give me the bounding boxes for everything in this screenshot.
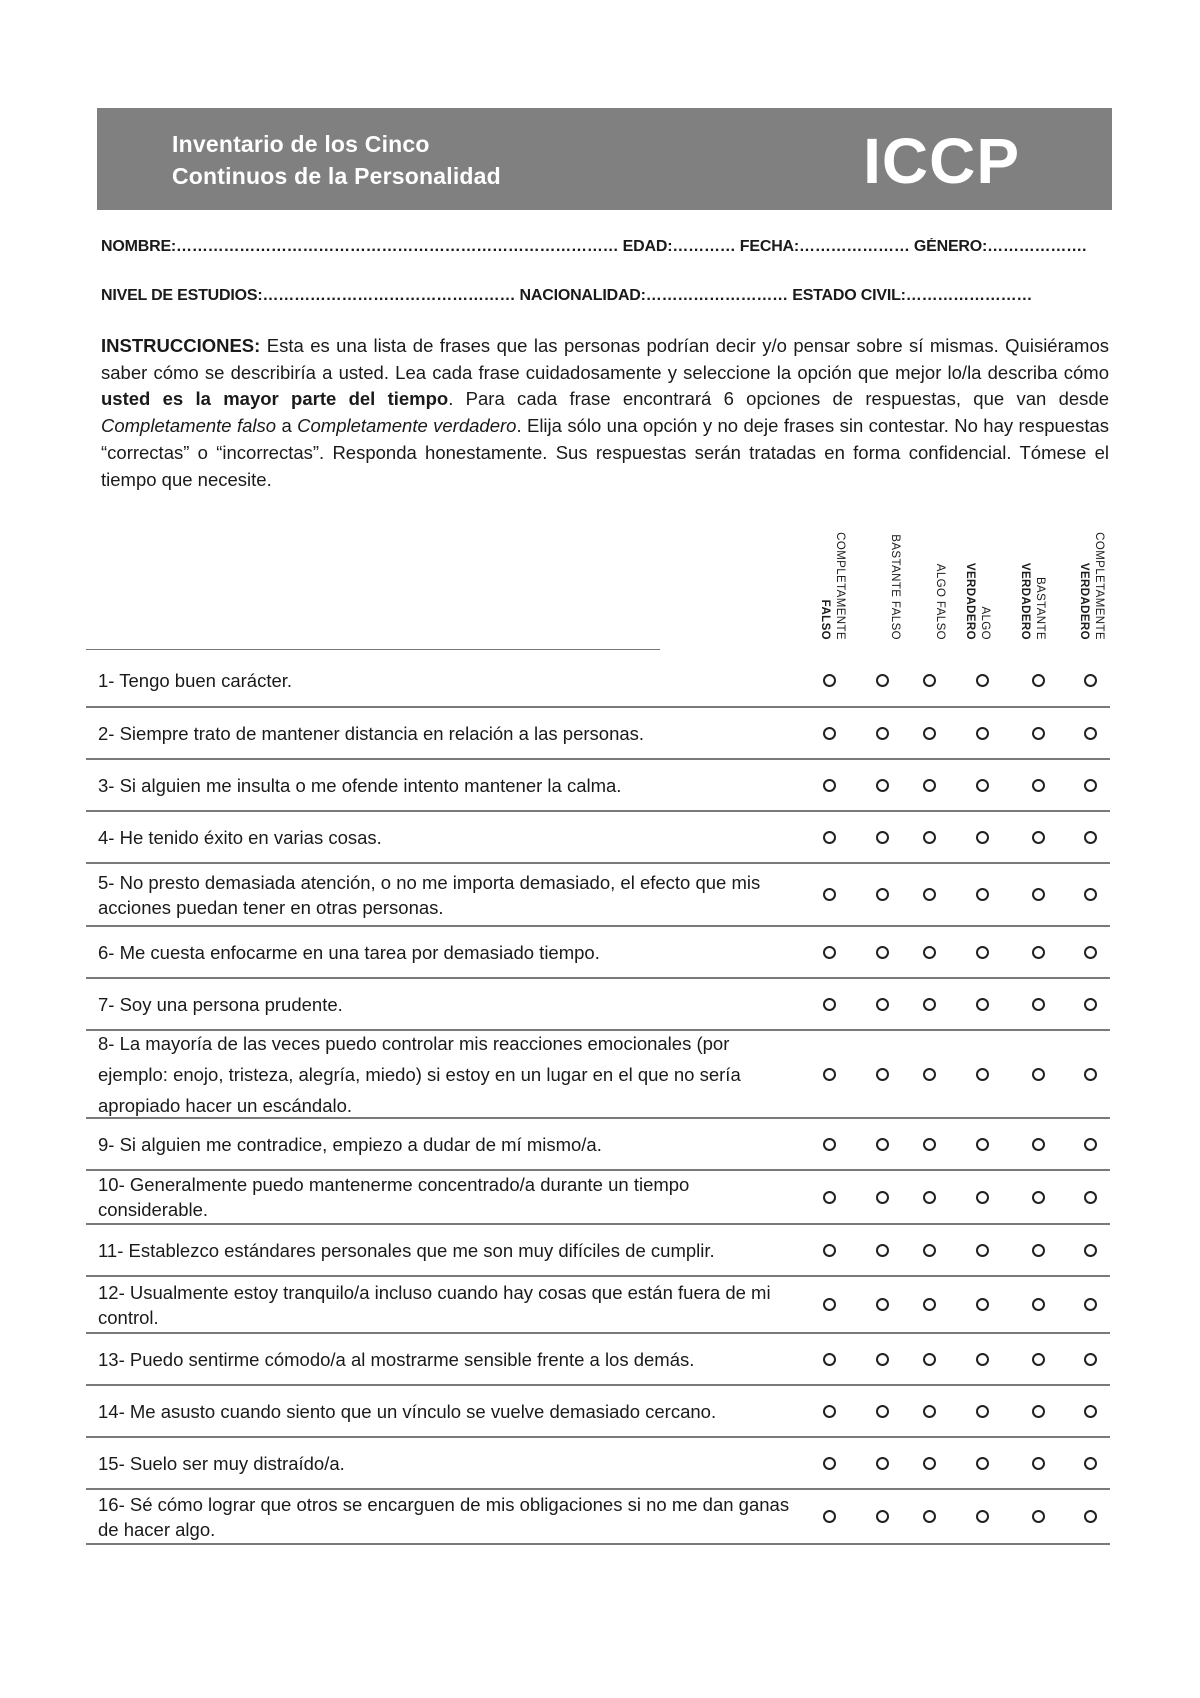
response-option-6-radio[interactable] [1084, 998, 1097, 1011]
response-option-6-radio[interactable] [1084, 1405, 1097, 1418]
question-row-15 [86, 1438, 1110, 1490]
response-option-6-radio[interactable] [1084, 779, 1097, 792]
response-option-4-radio[interactable] [976, 1457, 989, 1470]
response-option-5-radio[interactable] [1032, 1405, 1045, 1418]
question-text: 10- Generalmente puedo mantenerme concentrado/a durante un tiempo considerable. [98, 1174, 690, 1220]
question-text: 11- Establezco estándares personales que me son muy difíciles de cumplir. [98, 1239, 715, 1261]
response-option-4-radio[interactable] [976, 1191, 989, 1204]
column-header-2 [862, 510, 902, 640]
response-option-1-radio[interactable] [823, 1191, 836, 1204]
response-option-5-radio[interactable] [1032, 727, 1045, 740]
response-option-2-radio[interactable] [876, 1138, 889, 1151]
question-text: 5- No presto demasiada atención, o no me importa demasiado, el efecto que mis acciones puedan tener en otras personas. [98, 871, 761, 918]
response-option-2-radio[interactable] [876, 1457, 889, 1470]
questionnaire-items [86, 654, 1110, 1545]
response-option-2-radio[interactable] [876, 1405, 889, 1418]
question-text: 4- He tenido éxito en varias cosas. [98, 826, 382, 848]
response-option-5-radio[interactable] [1032, 1191, 1045, 1204]
column-header-1 [807, 510, 847, 640]
form-header [97, 108, 1112, 210]
response-option-3-radio[interactable] [923, 1405, 936, 1418]
response-option-2-radio[interactable] [876, 1353, 889, 1366]
question-row-7 [86, 979, 1110, 1031]
response-option-2-radio[interactable] [876, 1244, 889, 1257]
personal-fields-2: NIVEL DE ESTUDIOS:………………………………………… NACIONALIDAD:……………………… ESTADO CIVIL:…………………… [101, 287, 1033, 304]
response-option-2-radio[interactable] [876, 674, 889, 687]
header-divider [86, 649, 660, 650]
response-option-3-radio[interactable] [923, 888, 936, 901]
instructions-bold-1: usted es la mayor parte del tiempo [101, 388, 449, 410]
response-option-5-radio[interactable] [1032, 1298, 1045, 1311]
response-option-4-radio[interactable] [976, 727, 989, 740]
column-header-line1: ALGO [979, 606, 991, 640]
response-option-1-radio[interactable] [823, 1138, 836, 1151]
response-option-1-radio[interactable] [823, 1068, 836, 1081]
response-option-5-radio[interactable] [1032, 831, 1045, 844]
response-option-2-radio[interactable] [876, 888, 889, 901]
response-option-3-radio[interactable] [923, 1068, 936, 1081]
response-option-6-radio[interactable] [1084, 1353, 1097, 1366]
column-header-line2: VERDADERO [1019, 562, 1031, 640]
question-text: 14- Me asusto cuando siento que un vínculo se vuelve demasiado cercano. [98, 1400, 717, 1422]
response-option-1-radio[interactable] [823, 1457, 836, 1470]
instructions [101, 333, 1109, 493]
column-header-line2: VERDADERO [964, 562, 976, 640]
response-option-4-radio[interactable] [976, 674, 989, 687]
column-header-3 [907, 510, 947, 640]
form-title-line1: Inventario de los Cinco [172, 131, 430, 157]
response-option-4-radio[interactable] [976, 1405, 989, 1418]
question-text: 6- Me cuesta enfocarme en una tarea por demasiado tiempo. [98, 941, 600, 963]
response-option-5-radio[interactable] [1032, 779, 1045, 792]
response-option-6-radio[interactable] [1084, 831, 1097, 844]
response-option-6-radio[interactable] [1084, 1244, 1097, 1257]
column-header-6 [1066, 510, 1106, 640]
response-option-2-radio[interactable] [876, 1191, 889, 1204]
response-option-5-radio[interactable] [1032, 1244, 1045, 1257]
column-header-line1: COMPLETAMENTE [834, 532, 846, 640]
column-header-line2: VERDADERO [1078, 562, 1090, 640]
response-option-6-radio[interactable] [1084, 1068, 1097, 1081]
response-option-5-radio[interactable] [1032, 1457, 1045, 1470]
response-option-1-radio[interactable] [823, 1405, 836, 1418]
question-row-6 [86, 927, 1110, 979]
response-option-6-radio[interactable] [1084, 674, 1097, 687]
personal-data-line-2 [101, 287, 1111, 305]
response-option-3-radio[interactable] [923, 674, 936, 687]
question-row-1 [86, 654, 1110, 708]
response-option-2-radio[interactable] [876, 727, 889, 740]
question-text: 8- La mayoría de las veces puedo controlar mis reacciones emocionales (por ejemplo: enojo, tristeza, alegría, miedo) si estoy en un lugar en el que no sería apropiado hacer un escándalo. [98, 1032, 741, 1116]
response-option-4-radio[interactable] [976, 946, 989, 959]
instructions-italic-1: Completamente falso [101, 415, 277, 437]
question-text: 2- Siempre trato de mantener distancia en relación a las personas. [98, 722, 645, 744]
question-row-3 [86, 760, 1110, 812]
response-option-4-radio[interactable] [976, 1353, 989, 1366]
response-option-2-radio[interactable] [876, 1068, 889, 1081]
response-option-3-radio[interactable] [923, 1191, 936, 1204]
question-text: 15- Suelo ser muy distraído/a. [98, 1452, 345, 1474]
response-option-4-radio[interactable] [976, 1510, 989, 1523]
question-row-16 [86, 1490, 1110, 1545]
response-option-3-radio[interactable] [923, 1353, 936, 1366]
personal-fields-1: NOMBRE:………………………………………………………………………… EDAD:………… FECHA:………………… GÉNERO:………………. [101, 238, 1087, 255]
response-option-3-radio[interactable] [923, 946, 936, 959]
response-option-5-radio[interactable] [1032, 1068, 1045, 1081]
response-option-5-radio[interactable] [1032, 674, 1045, 687]
instructions-label: INSTRUCCIONES: [101, 335, 261, 356]
response-option-4-radio[interactable] [976, 1138, 989, 1151]
response-option-6-radio[interactable] [1084, 1191, 1097, 1204]
response-option-1-radio[interactable] [823, 1353, 836, 1366]
response-option-1-radio[interactable] [823, 674, 836, 687]
response-option-3-radio[interactable] [923, 1298, 936, 1311]
response-option-5-radio[interactable] [1032, 888, 1045, 901]
question-text: 12- Usualmente estoy tranquilo/a incluso cuando hay cosas que están fuera de mi control. [98, 1281, 771, 1328]
response-option-3-radio[interactable] [923, 1244, 936, 1257]
response-option-2-radio[interactable] [876, 779, 889, 792]
response-option-6-radio[interactable] [1084, 1510, 1097, 1523]
response-option-3-radio[interactable] [923, 831, 936, 844]
response-option-6-radio[interactable] [1084, 1457, 1097, 1470]
response-option-1-radio[interactable] [823, 1510, 836, 1523]
response-option-2-radio[interactable] [876, 831, 889, 844]
column-header-5 [1007, 510, 1047, 640]
form-abbreviation: ICCP [863, 125, 1020, 197]
response-option-5-radio[interactable] [1032, 946, 1045, 959]
column-header-4 [952, 510, 992, 640]
response-option-1-radio[interactable] [823, 888, 836, 901]
response-option-4-radio[interactable] [976, 998, 989, 1011]
response-option-3-radio[interactable] [923, 1510, 936, 1523]
column-header-line1: ALGO FALSO [934, 563, 946, 640]
response-option-6-radio[interactable] [1084, 1298, 1097, 1311]
response-option-6-radio[interactable] [1084, 888, 1097, 901]
question-row-13 [86, 1334, 1110, 1386]
question-text: 13- Puedo sentirme cómodo/a al mostrarme sensible frente a los demás. [98, 1348, 695, 1370]
question-row-9 [86, 1119, 1110, 1171]
form-title-line2: Continuos de la Personalidad [172, 163, 501, 189]
response-option-1-radio[interactable] [823, 998, 836, 1011]
response-option-1-radio[interactable] [823, 1244, 836, 1257]
question-row-11 [86, 1225, 1110, 1277]
instructions-text-4: . Elija sólo una opción y no deje frases sin contestar. No hay respuestas “correctas” o “incorrectas”. Responda honestamente. Sus respuestas serán tratadas en forma confidencial. Tómese el tiempo que necesite. [101, 415, 1109, 490]
response-option-3-radio[interactable] [923, 779, 936, 792]
personal-data-line-1 [101, 238, 1111, 256]
question-text: 3- Si alguien me insulta o me ofende intento mantener la calma. [98, 774, 622, 796]
response-option-6-radio[interactable] [1084, 946, 1097, 959]
response-option-5-radio[interactable] [1032, 1138, 1045, 1151]
column-header-line1: BASTANTE FALSO [889, 534, 901, 640]
response-option-2-radio[interactable] [876, 946, 889, 959]
response-option-5-radio[interactable] [1032, 1510, 1045, 1523]
response-option-3-radio[interactable] [923, 1138, 936, 1151]
question-row-14 [86, 1386, 1110, 1438]
question-row-2 [86, 708, 1110, 760]
instructions-text-1: Esta es una lista de frases que las personas podrían decir y/o pensar sobre sí mismas. Quisiéramos saber cómo se describiría a usted. Lea cada frase cuidadosamente y seleccione la opción que mejor lo/la describa cómo [101, 335, 1109, 383]
instructions-text-2: . Para cada frase encontrará 6 opciones de respuestas, que van desde [448, 388, 1109, 410]
response-option-4-radio[interactable] [976, 888, 989, 901]
column-header-line1: BASTANTE [1034, 576, 1046, 640]
response-option-5-radio[interactable] [1032, 1353, 1045, 1366]
response-option-3-radio[interactable] [923, 1457, 936, 1470]
question-row-10 [86, 1171, 1110, 1225]
response-option-1-radio[interactable] [823, 946, 836, 959]
response-option-6-radio[interactable] [1084, 1138, 1097, 1151]
column-header-line2: FALSO [819, 599, 831, 640]
question-row-12 [86, 1277, 1110, 1334]
response-option-4-radio[interactable] [976, 1068, 989, 1081]
response-option-2-radio[interactable] [876, 1510, 889, 1523]
question-text: 7- Soy una persona prudente. [98, 993, 343, 1015]
question-row-5 [86, 864, 1110, 927]
question-text: 1- Tengo buen carácter. [98, 669, 293, 691]
response-option-6-radio[interactable] [1084, 727, 1097, 740]
response-option-1-radio[interactable] [823, 779, 836, 792]
response-option-1-radio[interactable] [823, 727, 836, 740]
response-option-4-radio[interactable] [976, 779, 989, 792]
question-row-4 [86, 812, 1110, 864]
response-option-1-radio[interactable] [823, 831, 836, 844]
question-text: 16- Sé cómo lograr que otros se encarguen de mis obligaciones si no me dan ganas de hacer algo. [98, 1493, 790, 1540]
column-header-line1: COMPLETAMENTE [1093, 532, 1105, 640]
question-row-8 [86, 1031, 1110, 1119]
response-option-4-radio[interactable] [976, 1298, 989, 1311]
instructions-text-3: a [276, 415, 298, 437]
response-option-3-radio[interactable] [923, 727, 936, 740]
response-option-5-radio[interactable] [1032, 998, 1045, 1011]
response-option-1-radio[interactable] [823, 1298, 836, 1311]
instructions-italic-2: Completamente verdadero [297, 415, 517, 437]
response-option-2-radio[interactable] [876, 998, 889, 1011]
response-option-4-radio[interactable] [976, 831, 989, 844]
response-option-4-radio[interactable] [976, 1244, 989, 1257]
response-option-2-radio[interactable] [876, 1298, 889, 1311]
question-text: 9- Si alguien me contradice, empiezo a dudar de mí mismo/a. [98, 1133, 602, 1155]
response-option-3-radio[interactable] [923, 998, 936, 1011]
